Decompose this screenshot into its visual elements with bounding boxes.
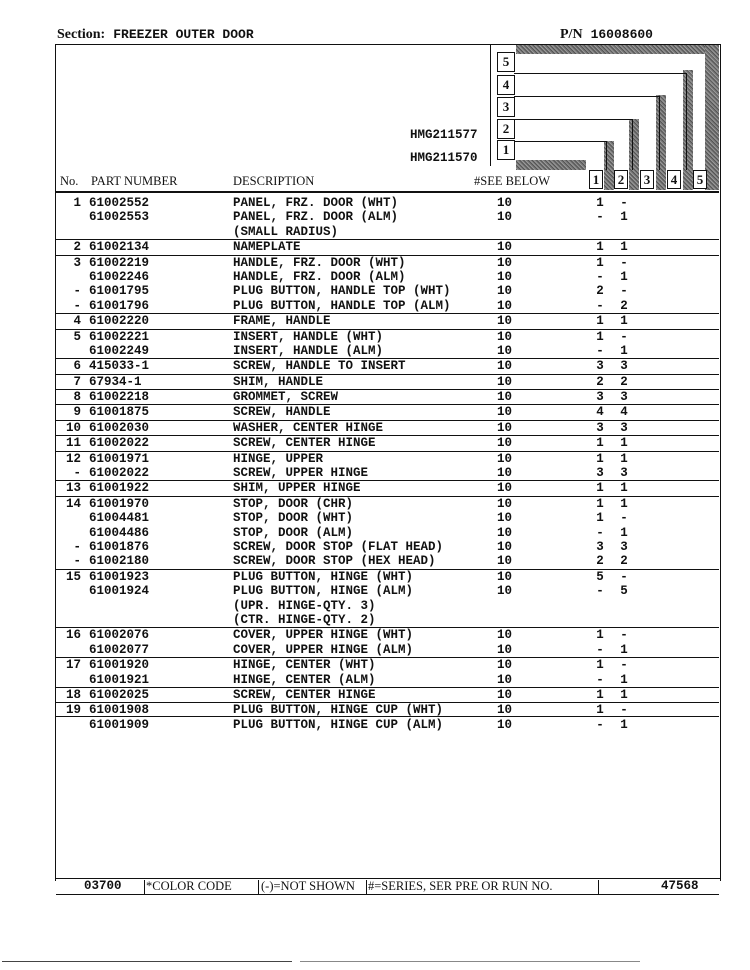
description: INSERT, HANDLE (ALM): [233, 343, 384, 358]
qty-model-2: 1: [620, 436, 628, 451]
parts-table: [56, 196, 719, 732]
table-row: [56, 420, 719, 435]
qty-model-1: 1: [596, 314, 604, 329]
footer-color-code: *COLOR CODE: [146, 879, 232, 893]
table-row: [56, 270, 719, 284]
qty-model-1: -: [596, 269, 604, 284]
description: PLUG BUTTON, HINGE CUP (WHT): [233, 703, 444, 718]
qty-model-1: 3: [596, 466, 604, 481]
part-number: 61002553: [89, 210, 150, 225]
part-number: 61001795: [89, 284, 150, 299]
series: 10: [497, 642, 513, 657]
series: 10: [497, 196, 513, 210]
qty-model-2: 1: [620, 481, 628, 496]
table-row: [56, 657, 719, 672]
series: 10: [497, 584, 513, 599]
section-value: FREEZER OUTER DOOR: [113, 27, 254, 42]
part-number: 61001924: [89, 584, 150, 599]
qty-model-2: 3: [620, 466, 628, 481]
footer-not-shown: (-)=NOT SHOWN: [261, 879, 355, 893]
part-number: 61002076: [89, 628, 150, 643]
series: 10: [497, 420, 513, 435]
table-end-rule: [56, 716, 719, 717]
table-row: [56, 480, 719, 495]
qty-model-2: 1: [620, 451, 628, 466]
item-number: -: [73, 298, 81, 313]
description: STOP, DOOR (WHT): [233, 511, 354, 526]
table-row: [56, 569, 719, 584]
description: STOP, DOOR (CHR): [233, 496, 354, 511]
qty-model-1: -: [596, 584, 604, 599]
part-number: 61004486: [89, 525, 150, 540]
qty-model-2: -: [620, 569, 628, 584]
description: (CTR. HINGE-QTY. 2): [233, 612, 376, 627]
qty-model-2: 4: [620, 405, 628, 420]
table-row: [56, 210, 719, 224]
qty-model-2: 3: [620, 539, 628, 554]
qty-model-2: -: [620, 255, 628, 270]
qty-model-2: 2: [620, 298, 628, 313]
qty-model-1: -: [596, 210, 604, 225]
series: 10: [497, 717, 513, 732]
qty-model-2: -: [620, 628, 628, 643]
table-row: [56, 404, 719, 419]
qty-model-2: -: [620, 703, 628, 718]
description: FRAME, HANDLE: [233, 314, 331, 329]
qty-model-1: 2: [596, 554, 604, 569]
table-row: [56, 239, 719, 254]
qty-model-2: -: [620, 196, 628, 210]
part-number: 61002249: [89, 343, 150, 358]
scan-artifact-line: [300, 961, 640, 962]
footer-date: 03700: [84, 879, 122, 893]
table-row: [56, 255, 719, 270]
series: 10: [497, 466, 513, 481]
item-number: -: [73, 554, 81, 569]
col-description: DESCRIPTION: [233, 174, 315, 188]
description: WASHER, CENTER HINGE: [233, 420, 384, 435]
part-number: 61002221: [89, 329, 150, 344]
description: SCREW, HANDLE TO INSERT: [233, 359, 406, 374]
table-row: [56, 358, 719, 373]
item-number: -: [73, 539, 81, 554]
description: STOP, DOOR (ALM): [233, 525, 354, 540]
grid-shade-2: [629, 119, 639, 190]
part-number: 61002220: [89, 314, 150, 329]
series: 10: [497, 658, 513, 673]
qty-model-1: 1: [596, 240, 604, 255]
qty-model-1: 1: [596, 687, 604, 702]
description: HINGE, UPPER: [233, 451, 324, 466]
col-part-number: PART NUMBER: [91, 174, 178, 188]
footer-page-number: 47568: [661, 879, 699, 893]
part-number: 61001923: [89, 569, 150, 584]
item-number: 1: [73, 196, 81, 210]
series: 10: [497, 359, 513, 374]
qty-model-1: 3: [596, 420, 604, 435]
item-number: 15: [65, 569, 81, 584]
item-number: 6: [73, 359, 81, 374]
model-label-1: HMG211577: [410, 128, 478, 142]
table-row: [56, 627, 719, 642]
model-label-2: HMG211570: [410, 151, 478, 165]
qty-model-1: -: [596, 672, 604, 687]
part-number: 67934-1: [89, 374, 142, 389]
part-number: 61001875: [89, 405, 150, 420]
qty-model-1: -: [596, 525, 604, 540]
item-number: 10: [65, 420, 81, 435]
table-row: [56, 299, 719, 313]
table-row: [56, 451, 719, 466]
grid-shade-3: [656, 95, 666, 190]
series-box-5: 5: [497, 52, 515, 72]
qty-model-1: 1: [596, 481, 604, 496]
description: (UPR. HINGE-QTY. 3): [233, 598, 376, 613]
description: SCREW, HANDLE: [233, 405, 331, 420]
qty-model-2: 1: [620, 717, 628, 732]
description: HINGE, CENTER (ALM): [233, 672, 376, 687]
qty-model-1: -: [596, 343, 604, 358]
series-box-2: 2: [497, 119, 515, 139]
qty-model-1: 1: [596, 255, 604, 270]
table-row: [56, 584, 719, 598]
qty-model-1: 2: [596, 284, 604, 299]
grid-shade-bottom: [516, 160, 586, 170]
table-row: [56, 344, 719, 358]
model-column-1: 1: [589, 170, 603, 189]
qty-model-2: 5: [620, 584, 628, 599]
qty-model-1: 1: [596, 703, 604, 718]
qty-model-2: -: [620, 658, 628, 673]
qty-model-1: 1: [596, 196, 604, 210]
qty-model-1: -: [596, 298, 604, 313]
qty-model-1: 1: [596, 329, 604, 344]
part-number: 61002218: [89, 390, 150, 405]
item-number: 19: [65, 703, 81, 718]
description: PLUG BUTTON, HINGE (ALM): [233, 584, 414, 599]
table-row: [56, 540, 719, 554]
table-row: [56, 466, 719, 480]
qty-model-1: -: [596, 642, 604, 657]
series: 10: [497, 298, 513, 313]
table-row: [56, 613, 719, 627]
series: 10: [497, 436, 513, 451]
pn-value: 16008600: [590, 27, 653, 42]
series: 10: [497, 525, 513, 540]
item-number: -: [73, 284, 81, 299]
series: 10: [497, 554, 513, 569]
description: PLUG BUTTON, HINGE CUP (ALM): [233, 717, 444, 732]
table-row: [56, 313, 719, 328]
table-row: [56, 329, 719, 344]
qty-model-1: 5: [596, 569, 604, 584]
table-row: [56, 374, 719, 389]
description: INSERT, HANDLE (WHT): [233, 329, 384, 344]
col-series: #SEE BELOW: [474, 174, 551, 188]
table-row: [56, 496, 719, 511]
series: 10: [497, 539, 513, 554]
description: SCREW, UPPER HINGE: [233, 466, 369, 481]
description: (SMALL RADIUS): [233, 224, 339, 239]
series: 10: [497, 703, 513, 718]
part-number: 61001796: [89, 298, 150, 313]
qty-model-2: 3: [620, 420, 628, 435]
item-number: 4: [73, 314, 81, 329]
description: SCREW, CENTER HINGE: [233, 687, 376, 702]
table-row: [56, 687, 719, 702]
description: HINGE, CENTER (WHT): [233, 658, 376, 673]
series: 10: [497, 269, 513, 284]
description: PANEL, FRZ. DOOR (ALM): [233, 210, 399, 225]
table-row: [56, 389, 719, 404]
series: 10: [497, 405, 513, 420]
series-box-1: 1: [497, 140, 515, 160]
header-rule: [56, 191, 719, 193]
description: SCREW, DOOR STOP (FLAT HEAD): [233, 539, 444, 554]
item-number: 5: [73, 329, 81, 344]
item-number: 18: [65, 687, 81, 702]
qty-model-1: 1: [596, 451, 604, 466]
description: HANDLE, FRZ. DOOR (ALM): [233, 269, 406, 284]
qty-model-2: 1: [620, 269, 628, 284]
qty-model-2: 1: [620, 496, 628, 511]
series: 10: [497, 687, 513, 702]
description: GROMMET, SCREW: [233, 390, 339, 405]
series: 10: [497, 511, 513, 526]
table-row: [56, 718, 719, 732]
part-number-header: [560, 27, 653, 43]
series: 10: [497, 569, 513, 584]
part-number: 61001971: [89, 451, 150, 466]
part-number: 61001908: [89, 703, 150, 718]
item-number: 11: [65, 436, 81, 451]
footer: [56, 879, 719, 894]
item-number: 9: [73, 405, 81, 420]
qty-model-2: 1: [620, 525, 628, 540]
qty-model-2: -: [620, 329, 628, 344]
qty-model-2: 2: [620, 554, 628, 569]
description: PLUG BUTTON, HANDLE TOP (WHT): [233, 284, 451, 299]
qty-model-1: 3: [596, 390, 604, 405]
series-box-4: 4: [497, 75, 515, 95]
series: 10: [497, 240, 513, 255]
part-number: 61002180: [89, 554, 150, 569]
part-number: 61002552: [89, 196, 150, 210]
qty-model-2: 3: [620, 390, 628, 405]
model-column-2: 2: [614, 170, 628, 189]
table-row: [56, 196, 719, 210]
qty-model-1: 1: [596, 658, 604, 673]
part-number: 61001970: [89, 496, 150, 511]
description: NAMEPLATE: [233, 240, 301, 255]
model-column-4: 4: [667, 170, 681, 189]
qty-model-2: 1: [620, 343, 628, 358]
table-row: [56, 554, 719, 568]
qty-model-1: 1: [596, 436, 604, 451]
part-number: 61002246: [89, 269, 150, 284]
scan-artifact-line: [2, 961, 292, 962]
qty-model-2: 1: [620, 240, 628, 255]
series: 10: [497, 628, 513, 643]
item-number: 7: [73, 374, 81, 389]
series: 10: [497, 210, 513, 225]
section-label: Section:: [57, 27, 106, 42]
part-number: 61002134: [89, 240, 150, 255]
description: PLUG BUTTON, HINGE (WHT): [233, 569, 414, 584]
qty-model-2: -: [620, 284, 628, 299]
description: HANDLE, FRZ. DOOR (WHT): [233, 255, 406, 270]
table-row: [56, 643, 719, 657]
table-row: [56, 225, 719, 239]
qty-model-2: 1: [620, 210, 628, 225]
part-number: 61002025: [89, 687, 150, 702]
series: 10: [497, 496, 513, 511]
series: 10: [497, 672, 513, 687]
col-no: No.: [60, 174, 79, 188]
table-row: [56, 673, 719, 687]
qty-model-2: -: [620, 511, 628, 526]
series: 10: [497, 390, 513, 405]
qty-model-2: 2: [620, 374, 628, 389]
description: PLUG BUTTON, HANDLE TOP (ALM): [233, 298, 451, 313]
series: 10: [497, 374, 513, 389]
item-number: 13: [65, 481, 81, 496]
part-number: 61001922: [89, 481, 150, 496]
item-number: 16: [65, 628, 81, 643]
table-row: [56, 511, 719, 525]
qty-model-2: 1: [620, 642, 628, 657]
qty-model-1: 1: [596, 496, 604, 511]
qty-model-2: 1: [620, 687, 628, 702]
part-number: 61002030: [89, 420, 150, 435]
qty-model-1: 3: [596, 359, 604, 374]
table-row: [56, 526, 719, 540]
table-row: [56, 284, 719, 298]
item-number: -: [73, 466, 81, 481]
description: COVER, UPPER HINGE (ALM): [233, 642, 414, 657]
qty-model-1: 1: [596, 628, 604, 643]
part-number: 61002219: [89, 255, 150, 270]
part-number: 61002022: [89, 466, 150, 481]
part-number: 61001909: [89, 717, 150, 732]
qty-model-2: 3: [620, 359, 628, 374]
grid-shade-top: [516, 45, 719, 54]
item-number: 17: [65, 658, 81, 673]
qty-model-1: 1: [596, 511, 604, 526]
column-header-row: [56, 174, 576, 190]
series: 10: [497, 284, 513, 299]
table-row: [56, 435, 719, 450]
description: SHIM, HANDLE: [233, 374, 324, 389]
footer-rule: [56, 894, 719, 895]
description: SCREW, DOOR STOP (HEX HEAD): [233, 554, 436, 569]
item-number: 3: [73, 255, 81, 270]
model-column-3: 3: [640, 170, 654, 189]
part-number: 61002077: [89, 642, 150, 657]
series: 10: [497, 451, 513, 466]
footer-series-note: #=SERIES, SER PRE OR RUN NO.: [368, 879, 553, 893]
grid-shade-4: [683, 70, 693, 190]
qty-model-1: 3: [596, 539, 604, 554]
series: 10: [497, 481, 513, 496]
description: PANEL, FRZ. DOOR (WHT): [233, 196, 399, 210]
item-number: 2: [73, 240, 81, 255]
table-row: [56, 599, 719, 613]
part-number: 61001921: [89, 672, 150, 687]
description: COVER, UPPER HINGE (WHT): [233, 628, 414, 643]
qty-model-1: -: [596, 717, 604, 732]
series: 10: [497, 314, 513, 329]
series: 10: [497, 255, 513, 270]
description: SCREW, CENTER HINGE: [233, 436, 376, 451]
qty-model-2: 1: [620, 672, 628, 687]
grid-shade-right: [705, 45, 719, 190]
item-number: 8: [73, 390, 81, 405]
part-number: 61002022: [89, 436, 150, 451]
series: 10: [497, 343, 513, 358]
section-header: [57, 27, 254, 43]
item-number: 14: [65, 496, 81, 511]
part-number: 61004481: [89, 511, 150, 526]
part-number: 61001876: [89, 539, 150, 554]
qty-model-2: 1: [620, 314, 628, 329]
model-column-5: 5: [693, 170, 707, 189]
description: SHIM, UPPER HINGE: [233, 481, 361, 496]
pn-label: P/N: [560, 27, 583, 42]
series-box-3: 3: [497, 97, 515, 117]
series: 10: [497, 329, 513, 344]
part-number: 415033-1: [89, 359, 150, 374]
qty-model-1: 2: [596, 374, 604, 389]
qty-model-1: 4: [596, 405, 604, 420]
part-number: 61001920: [89, 658, 150, 673]
item-number: 12: [65, 451, 81, 466]
